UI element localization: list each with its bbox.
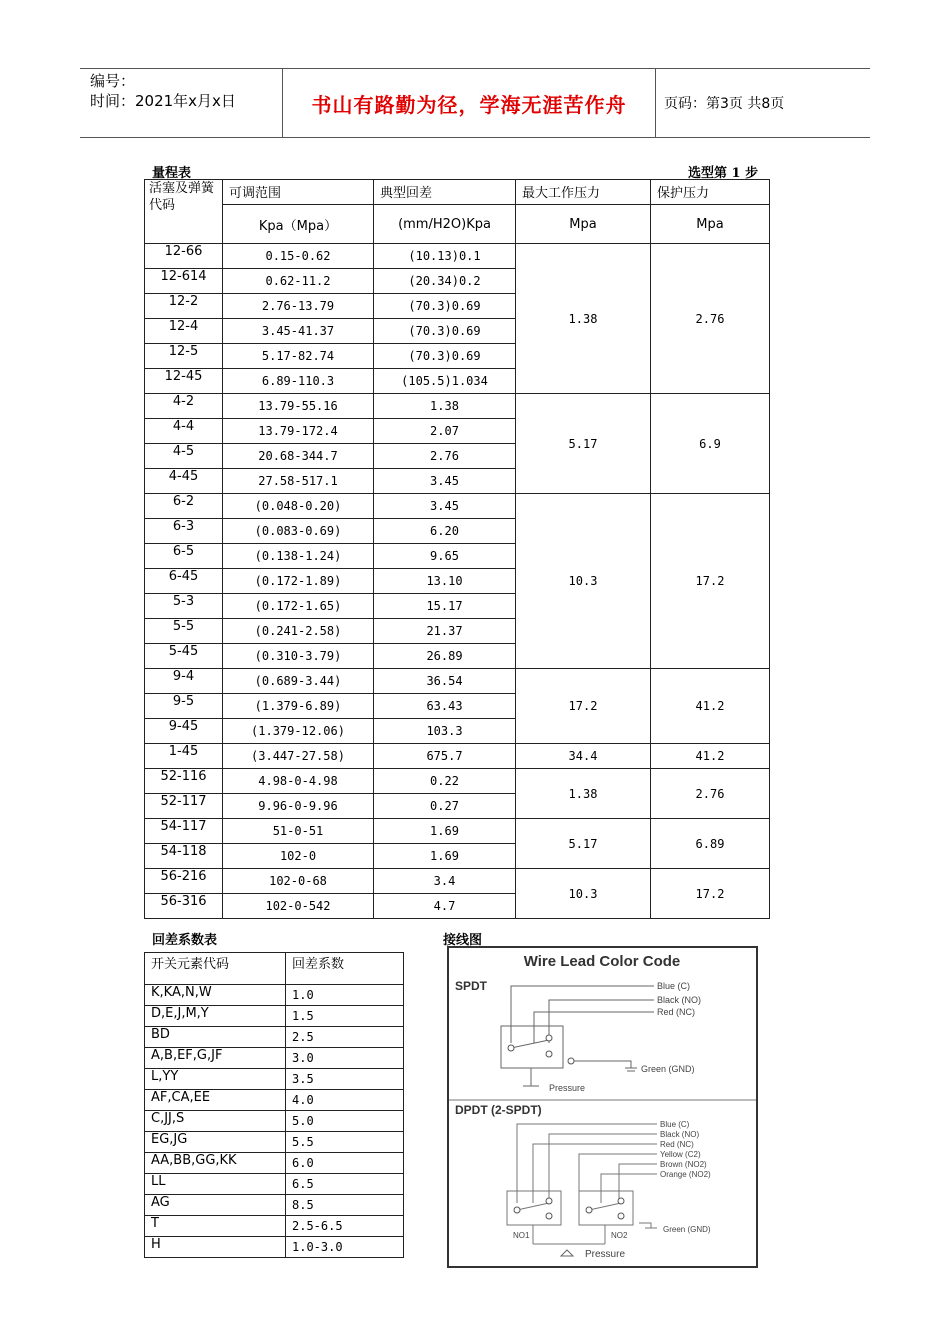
range-code: 5-5 [145,619,223,644]
range-value: 20.68-344.7 [223,444,374,469]
table-row [145,244,770,269]
range-value: 9.96-0-9.96 [223,794,374,819]
table-row [145,1195,404,1216]
page-header [80,68,870,138]
spdt-pressure: Pressure [549,1083,586,1093]
diff-coefficient: 6.5 [286,1174,404,1195]
protect-pressure: 2.76 [651,769,770,819]
header-range-unit: Kpa（Mpa） [223,205,374,244]
switch-code: BD [145,1027,286,1048]
typical-diff: 103.3 [374,719,516,744]
range-code: 4-45 [145,469,223,494]
range-code: 54-117 [145,819,223,844]
table-row [145,1237,404,1258]
typical-diff: 2.07 [374,419,516,444]
switch-code: K,KA,N,W [145,985,286,1006]
dpdt-ground: Green (GND) [663,1225,711,1234]
range-code: 52-116 [145,769,223,794]
diff-header-coef: 回差系数 [286,953,404,985]
diagram-title: Wire Lead Color Code [523,953,681,970]
range-value: (0.241-2.58) [223,619,374,644]
max-pressure: 34.4 [516,744,651,769]
dpdt-lead-6: Orange (NO2) [660,1170,711,1179]
max-pressure: 10.3 [516,869,651,919]
max-pressure: 1.38 [516,769,651,819]
typical-diff: 63.43 [374,694,516,719]
switch-code: D,E,J,M,Y [145,1006,286,1027]
switch-code: T [145,1216,286,1237]
diff-coefficient: 2.5 [286,1027,404,1048]
range-code: 5-45 [145,644,223,669]
range-value: (0.172-1.89) [223,569,374,594]
range-value: 2.76-13.79 [223,294,374,319]
range-code: 6-3 [145,519,223,544]
range-value: (1.379-12.06) [223,719,374,744]
switch-code: A,B,EF,G,JF [145,1048,286,1069]
range-code: 4-5 [145,444,223,469]
protect-pressure: 41.2 [651,669,770,744]
table-row [145,1132,404,1153]
typical-diff: 0.27 [374,794,516,819]
wiring-title: 接线图 [443,933,483,948]
typical-diff: 26.89 [374,644,516,669]
diff-coefficient: 5.0 [286,1111,404,1132]
range-code: 12-614 [145,269,223,294]
typical-diff: (70.3)0.69 [374,319,516,344]
typical-diff: 9.65 [374,544,516,569]
range-value: 13.79-55.16 [223,394,374,419]
table-row [145,819,770,844]
range-code: 12-2 [145,294,223,319]
table-row [145,494,770,519]
table-row [145,1006,404,1027]
typical-diff: 2.76 [374,444,516,469]
typical-diff: 3.45 [374,494,516,519]
typical-diff: 0.22 [374,769,516,794]
range-code: 54-118 [145,844,223,869]
range-value: (1.379-6.89) [223,694,374,719]
dpdt-label: DPDT (2-SPDT) [455,1103,542,1117]
typical-diff: 21.37 [374,619,516,644]
diff-coefficient: 8.5 [286,1195,404,1216]
range-value: 13.79-172.4 [223,419,374,444]
table-row [145,744,770,769]
range-value: (0.083-0.69) [223,519,374,544]
max-pressure: 5.17 [516,819,651,869]
spdt-contacts [508,1035,574,1064]
range-value: 0.62-11.2 [223,269,374,294]
wiring-diagram [447,946,758,1268]
pressure-icon [561,1250,573,1256]
table-row [145,1111,404,1132]
table-row [145,869,770,894]
protect-pressure: 6.9 [651,394,770,494]
dpdt-lead-2: Black (NO) [660,1130,700,1139]
typical-diff: 3.4 [374,869,516,894]
dpdt-wires [507,1124,657,1244]
switch-code: LL [145,1174,286,1195]
typical-diff: 1.38 [374,394,516,419]
typical-diff: 1.69 [374,844,516,869]
table-row [145,394,770,419]
diff-coefficient: 2.5-6.5 [286,1216,404,1237]
range-code: 12-5 [145,344,223,369]
range-code: 12-66 [145,244,223,269]
table-row [145,985,404,1006]
dpdt-lead-4: Yellow (C2) [660,1150,701,1159]
range-code: 56-316 [145,894,223,919]
diff-coefficient: 3.5 [286,1069,404,1090]
range-code: 4-2 [145,394,223,419]
header-divider [655,69,656,137]
diff-coefficient: 1.0-3.0 [286,1237,404,1258]
range-value: (0.310-3.79) [223,644,374,669]
switch-code: H [145,1237,286,1258]
range-code: 9-5 [145,694,223,719]
table-row [145,769,770,794]
table-row [145,1216,404,1237]
range-value: (3.447-27.58) [223,744,374,769]
range-code: 12-45 [145,369,223,394]
diff-table-title: 回差系数表 [152,933,218,948]
spdt-wires [501,986,654,1086]
range-value: 51-0-51 [223,819,374,844]
range-value: 0.15-0.62 [223,244,374,269]
range-value: (0.689-3.44) [223,669,374,694]
header-protect-unit: Mpa [651,205,770,244]
typical-diff: (70.3)0.69 [374,294,516,319]
typical-diff: (10.13)0.1 [374,244,516,269]
table-row [145,1153,404,1174]
spdt-lead-1: Blue (C) [657,981,691,991]
range-value: 102-0 [223,844,374,869]
diff-coefficient: 3.0 [286,1048,404,1069]
switch-code: AG [145,1195,286,1216]
typical-diff: 36.54 [374,669,516,694]
header-max-pressure: 最大工作压力 [516,180,651,205]
table-row [145,1069,404,1090]
dpdt-no1: NO1 [513,1231,530,1240]
header-motto: 书山有路勤为径，学海无涯苦作舟 [311,92,627,117]
header-diff-unit: (mm/H2O)Kpa [374,205,516,244]
typical-diff: 675.7 [374,744,516,769]
max-pressure: 1.38 [516,244,651,394]
protect-pressure: 17.2 [651,869,770,919]
header-diff: 典型回差 [374,180,516,205]
range-code: 9-4 [145,669,223,694]
diff-header-code: 开关元素代码 [145,953,286,985]
range-code: 56-216 [145,869,223,894]
table-row [145,1048,404,1069]
range-value: 4.98-0-4.98 [223,769,374,794]
switch-code: AA,BB,GG,KK [145,1153,286,1174]
document-number: 编号： [90,72,136,90]
max-pressure: 5.17 [516,394,651,494]
typical-diff: (70.3)0.69 [374,344,516,369]
typical-diff: 3.45 [374,469,516,494]
dpdt-pressure: Pressure [585,1249,626,1260]
header-meta [90,71,282,111]
range-value: 102-0-68 [223,869,374,894]
typical-diff: 13.10 [374,569,516,594]
table-row [145,669,770,694]
range-value: 102-0-542 [223,894,374,919]
range-code: 4-4 [145,419,223,444]
diff-coefficient-table [144,952,404,1258]
spdt-lead-2: Black (NO) [657,995,702,1005]
dpdt-no2: NO2 [611,1231,628,1240]
range-value: 27.58-517.1 [223,469,374,494]
range-table-title: 量程表 [152,166,192,181]
range-table [144,179,770,919]
range-code: 9-45 [145,719,223,744]
diff-coefficient: 1.0 [286,985,404,1006]
typical-diff: 4.7 [374,894,516,919]
switch-code: EG,JG [145,1132,286,1153]
diff-coefficient: 6.0 [286,1153,404,1174]
protect-pressure: 41.2 [651,744,770,769]
table-row [145,1027,404,1048]
range-code: 6-2 [145,494,223,519]
switch-code: L,YY [145,1069,286,1090]
spdt-ground: Green (GND) [641,1064,695,1074]
typical-diff: 6.20 [374,519,516,544]
protect-pressure: 6.89 [651,819,770,869]
protect-pressure: 17.2 [651,494,770,669]
max-pressure: 17.2 [516,669,651,744]
table-row [145,1174,404,1195]
table-row [145,1090,404,1111]
typical-diff: (105.5)1.034 [374,369,516,394]
switch-code: C,JJ,S [145,1111,286,1132]
dpdt-lead-5: Brown (NO2) [660,1160,707,1169]
range-code: 5-3 [145,594,223,619]
header-range: 可调范围 [223,180,374,205]
spdt-label: SPDT [455,979,488,993]
range-value: 6.89-110.3 [223,369,374,394]
range-value: (0.138-1.24) [223,544,374,569]
max-pressure: 10.3 [516,494,651,669]
range-value: 5.17-82.74 [223,344,374,369]
range-code: 6-5 [145,544,223,569]
diff-coefficient: 4.0 [286,1090,404,1111]
diff-coefficient: 5.5 [286,1132,404,1153]
switch-code: AF,CA,EE [145,1090,286,1111]
spdt-lead-3: Red (NC) [657,1007,696,1017]
range-value: (0.172-1.65) [223,594,374,619]
selection-step: 选型第 1 步 [688,166,759,181]
diff-coefficient: 1.5 [286,1006,404,1027]
protect-pressure: 2.76 [651,244,770,394]
header-code: 活塞及弹簧代码 [145,180,223,244]
wire-lead-diagram [449,948,756,1266]
range-code: 1-45 [145,744,223,769]
typical-diff: 1.69 [374,819,516,844]
range-value: 3.45-41.37 [223,319,374,344]
typical-diff: 15.17 [374,594,516,619]
document-date: 时间：2021年x月x日 [90,92,236,110]
typical-diff: (20.34)0.2 [374,269,516,294]
range-code: 12-4 [145,319,223,344]
range-code: 6-45 [145,569,223,594]
range-code: 52-117 [145,794,223,819]
header-max-unit: Mpa [516,205,651,244]
dpdt-lead-3: Red (NC) [660,1140,694,1149]
header-protect-pressure: 保护压力 [651,180,770,205]
dpdt-lead-1: Blue (C) [660,1120,690,1129]
dpdt-contacts [514,1198,624,1219]
range-value: (0.048-0.20) [223,494,374,519]
page-number: 页码：第3页 共8页 [664,96,785,112]
